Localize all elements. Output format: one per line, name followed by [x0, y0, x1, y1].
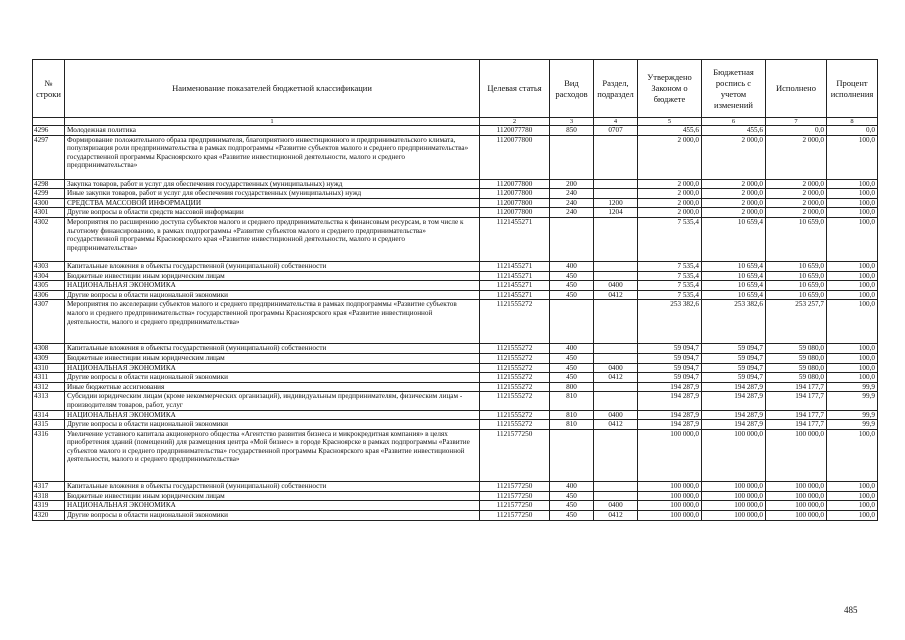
row-executed: 100 000,0	[766, 482, 827, 492]
row-name: НАЦИОНАЛЬНАЯ ЭКОНОМИКА	[65, 281, 480, 291]
row-name: Другие вопросы в области средств массовой информации	[65, 208, 480, 218]
row-article: 1120077800	[480, 135, 550, 179]
row-name: Мероприятия по акселерации субъектов малого и среднего предпринимательства в рамках подпрограммы «Развитие субъектов малого и среднего предпринимательства» государственной программы Красноярского края «Развитие инвестиционной деятельности, малого и среднего предпринимательства»	[65, 300, 480, 344]
row-expense-type: 810	[550, 420, 594, 430]
row-name: НАЦИОНАЛЬНАЯ ЭКОНОМИКА	[65, 410, 480, 420]
row-schedule: 194 287,9	[702, 410, 766, 420]
table-row	[33, 290, 878, 300]
row-section	[594, 135, 638, 179]
header-name: Наименование показателей бюджетной классификации	[65, 60, 480, 118]
table-row	[33, 482, 878, 492]
row-executed: 10 659,0	[766, 281, 827, 291]
row-expense-type: 400	[550, 344, 594, 354]
row-percent: 100,0	[827, 482, 878, 492]
table-row	[33, 392, 878, 410]
row-name: Иные закупки товаров, работ и услуг для обеспечения государственных (муниципальных) нужд	[65, 189, 480, 199]
row-number: 4303	[33, 261, 65, 271]
row-section	[594, 491, 638, 501]
row-approved: 59 094,7	[638, 344, 702, 354]
row-expense-type	[550, 300, 594, 344]
row-section	[594, 261, 638, 271]
row-executed: 10 659,0	[766, 261, 827, 271]
row-executed: 100 000,0	[766, 511, 827, 521]
table-row	[33, 198, 878, 208]
row-executed: 253 257,7	[766, 300, 827, 344]
column-number: 7	[766, 118, 827, 126]
row-schedule: 194 287,9	[702, 382, 766, 392]
row-approved: 59 094,7	[638, 353, 702, 363]
row-expense-type: 450	[550, 353, 594, 363]
row-executed: 100 000,0	[766, 491, 827, 501]
column-number: 4	[594, 118, 638, 126]
row-approved: 100 000,0	[638, 511, 702, 521]
column-number: 5	[638, 118, 702, 126]
row-article: 1121455271	[480, 290, 550, 300]
row-expense-type: 400	[550, 261, 594, 271]
row-executed: 194 177,7	[766, 392, 827, 410]
row-name: Бюджетные инвестиции иным юридическим лицам	[65, 491, 480, 501]
column-number: 1	[65, 118, 480, 126]
table-row	[33, 373, 878, 383]
row-expense-type: 400	[550, 482, 594, 492]
row-article: 1120077800	[480, 179, 550, 189]
row-expense-type	[550, 135, 594, 179]
row-name: НАЦИОНАЛЬНАЯ ЭКОНОМИКА	[65, 363, 480, 373]
row-percent: 100,0	[827, 353, 878, 363]
row-section	[594, 429, 638, 482]
row-section	[594, 271, 638, 281]
row-section: 0707	[594, 126, 638, 136]
header-schedule: Бюджетная роспись с учетом изменений	[702, 60, 766, 118]
row-percent: 100,0	[827, 373, 878, 383]
row-article: 1121555272	[480, 344, 550, 354]
row-executed: 59 080,0	[766, 344, 827, 354]
header-type: Вид расходов	[550, 60, 594, 118]
row-number: 4305	[33, 281, 65, 291]
row-number: 4297	[33, 135, 65, 179]
row-name: Иные бюджетные ассигнования	[65, 382, 480, 392]
row-name: Другие вопросы в области национальной экономики	[65, 373, 480, 383]
row-expense-type: 450	[550, 271, 594, 281]
row-expense-type: 810	[550, 392, 594, 410]
row-percent: 100,0	[827, 344, 878, 354]
column-number: 8	[827, 118, 878, 126]
row-article: 1121577250	[480, 511, 550, 521]
row-approved: 2 000,0	[638, 208, 702, 218]
row-schedule: 2 000,0	[702, 189, 766, 199]
row-article: 1121555272	[480, 392, 550, 410]
row-section: 0412	[594, 290, 638, 300]
row-section	[594, 392, 638, 410]
row-name: Другие вопросы в области национальной экономики	[65, 511, 480, 521]
column-number: 3	[550, 118, 594, 126]
row-approved: 2 000,0	[638, 189, 702, 199]
row-executed: 2 000,0	[766, 208, 827, 218]
row-article: 1121555272	[480, 300, 550, 344]
row-article: 1120077780	[480, 126, 550, 136]
row-percent: 100,0	[827, 290, 878, 300]
row-section	[594, 179, 638, 189]
row-number: 4320	[33, 511, 65, 521]
header-approved: Утверждено Законом о бюджете	[638, 60, 702, 118]
row-executed: 194 177,7	[766, 410, 827, 420]
row-executed: 194 177,7	[766, 382, 827, 392]
row-schedule: 2 000,0	[702, 179, 766, 189]
row-name: Увеличение уставного капитала акционерного общества «Агентство развития бизнеса и микрокредитная компания» в целях приобретения зданий (помещений) для размещения центра «Мой бизнес» в городе Красноярске в рамках подпрограммы «Развитие субъектов малого и среднего предпринимательства» государственной программы Красноярского края «Развитие инвестиционной деятельности, малого и среднего предпринимательства»	[65, 429, 480, 482]
row-article: 1121455271	[480, 217, 550, 261]
row-section	[594, 217, 638, 261]
row-approved: 100 000,0	[638, 429, 702, 482]
row-name: Капитальные вложения в объекты государственной (муниципальной) собственности	[65, 482, 480, 492]
header-article: Целевая статья	[480, 60, 550, 118]
row-number: 4298	[33, 179, 65, 189]
row-schedule: 2 000,0	[702, 208, 766, 218]
row-expense-type: 810	[550, 410, 594, 420]
row-expense-type	[550, 217, 594, 261]
row-article: 1121555272	[480, 353, 550, 363]
row-percent: 100,0	[827, 300, 878, 344]
row-approved: 59 094,7	[638, 373, 702, 383]
row-executed: 100 000,0	[766, 501, 827, 511]
row-expense-type: 240	[550, 189, 594, 199]
row-schedule: 100 000,0	[702, 511, 766, 521]
row-approved: 59 094,7	[638, 363, 702, 373]
row-number: 4317	[33, 482, 65, 492]
row-percent: 100,0	[827, 271, 878, 281]
row-name: Бюджетные инвестиции иным юридическим лицам	[65, 271, 480, 281]
row-percent: 99,9	[827, 392, 878, 410]
row-approved: 7 535,4	[638, 271, 702, 281]
column-number	[33, 118, 65, 126]
row-article: 1121577250	[480, 429, 550, 482]
row-article: 1121577250	[480, 501, 550, 511]
row-number: 4308	[33, 344, 65, 354]
row-number: 4318	[33, 491, 65, 501]
row-approved: 7 535,4	[638, 261, 702, 271]
row-section	[594, 482, 638, 492]
row-percent: 100,0	[827, 179, 878, 189]
row-approved: 7 535,4	[638, 290, 702, 300]
row-section: 1200	[594, 198, 638, 208]
row-section	[594, 300, 638, 344]
row-number: 4309	[33, 353, 65, 363]
row-schedule: 100 000,0	[702, 491, 766, 501]
row-expense-type: 240	[550, 208, 594, 218]
row-name: Другие вопросы в области национальной экономики	[65, 420, 480, 430]
column-number-row	[33, 118, 878, 126]
row-section: 0400	[594, 501, 638, 511]
row-schedule: 10 659,4	[702, 290, 766, 300]
row-percent: 100,0	[827, 135, 878, 179]
row-article: 1120077800	[480, 208, 550, 218]
header-row	[33, 60, 878, 118]
table-row	[33, 353, 878, 363]
row-schedule: 100 000,0	[702, 429, 766, 482]
table-row	[33, 189, 878, 199]
row-approved: 7 535,4	[638, 281, 702, 291]
row-approved: 100 000,0	[638, 501, 702, 511]
table-row	[33, 382, 878, 392]
row-schedule: 100 000,0	[702, 482, 766, 492]
row-number: 4296	[33, 126, 65, 136]
row-article: 1121455271	[480, 281, 550, 291]
table-row	[33, 179, 878, 189]
row-percent: 0,0	[827, 126, 878, 136]
row-percent: 100,0	[827, 363, 878, 373]
row-name: Субсидии юридическим лицам (кроме некоммерческих организаций), индивидуальным предпринимателям, физическим лицам - производителям товаров, работ, услуг	[65, 392, 480, 410]
row-expense-type: 850	[550, 126, 594, 136]
row-article: 1121555272	[480, 382, 550, 392]
row-executed: 59 080,0	[766, 363, 827, 373]
row-schedule: 10 659,4	[702, 261, 766, 271]
table-row	[33, 511, 878, 521]
row-number: 4300	[33, 198, 65, 208]
table-row	[33, 491, 878, 501]
row-section: 0412	[594, 373, 638, 383]
header-section: Раздел, подраздел	[594, 60, 638, 118]
row-number: 4302	[33, 217, 65, 261]
row-number: 4299	[33, 189, 65, 199]
row-percent: 100,0	[827, 491, 878, 501]
row-expense-type: 450	[550, 491, 594, 501]
row-expense-type: 450	[550, 373, 594, 383]
row-name: Мероприятия по расширению доступа субъектов малого и среднего предпринимательства к финансовым ресурсам, в том числе к льготному финансированию, в рамках подпрограммы «Развитие субъектов малого и среднего предпринимательства» государственной программы Красноярского края «Развитие инвестиционной деятельности, малого и среднего предпринимательства»	[65, 217, 480, 261]
table-row	[33, 410, 878, 420]
row-expense-type: 450	[550, 501, 594, 511]
row-approved: 2 000,0	[638, 179, 702, 189]
row-expense-type: 200	[550, 179, 594, 189]
row-schedule: 253 382,6	[702, 300, 766, 344]
row-number: 4311	[33, 373, 65, 383]
row-number: 4314	[33, 410, 65, 420]
row-article: 1121455271	[480, 271, 550, 281]
table-row	[33, 271, 878, 281]
row-percent: 100,0	[827, 189, 878, 199]
row-section: 1204	[594, 208, 638, 218]
row-number: 4301	[33, 208, 65, 218]
row-approved: 194 287,9	[638, 382, 702, 392]
row-section	[594, 344, 638, 354]
row-percent: 99,9	[827, 410, 878, 420]
table-row	[33, 420, 878, 430]
row-name: Молодежная политика	[65, 126, 480, 136]
row-executed: 2 000,0	[766, 179, 827, 189]
row-number: 4313	[33, 392, 65, 410]
row-number: 4312	[33, 382, 65, 392]
row-schedule: 59 094,7	[702, 373, 766, 383]
row-percent: 100,0	[827, 198, 878, 208]
row-expense-type: 450	[550, 363, 594, 373]
row-executed: 2 000,0	[766, 135, 827, 179]
header-num: № строки	[33, 60, 65, 118]
row-approved: 2 000,0	[638, 198, 702, 208]
row-name: Бюджетные инвестиции иным юридическим лицам	[65, 353, 480, 363]
row-expense-type	[550, 429, 594, 482]
row-expense-type: 240	[550, 198, 594, 208]
row-article: 1120077800	[480, 198, 550, 208]
table-row	[33, 429, 878, 482]
row-percent: 100,0	[827, 511, 878, 521]
row-section: 0412	[594, 420, 638, 430]
row-executed: 2 000,0	[766, 189, 827, 199]
header-percent: Процент исполнения	[827, 60, 878, 118]
table-row	[33, 208, 878, 218]
table-row	[33, 344, 878, 354]
row-section: 0412	[594, 511, 638, 521]
column-number: 2	[480, 118, 550, 126]
row-name: Формирование положительного образа предпринимателя, благоприятного инвестиционного и предпринимательского климата, популяризация роли предпринимательства в рамках подпрограммы «Развитие субъектов малого и среднего предпринимательства» государственной программы Красноярского края «Развитие инвестиционной деятельности, малого и среднего предпринимательства»	[65, 135, 480, 179]
row-executed: 0,0	[766, 126, 827, 136]
row-schedule: 2 000,0	[702, 135, 766, 179]
row-percent: 100,0	[827, 217, 878, 261]
row-percent: 99,9	[827, 382, 878, 392]
row-number: 4316	[33, 429, 65, 482]
row-article: 1120077800	[480, 189, 550, 199]
row-percent: 100,0	[827, 429, 878, 482]
row-number: 4306	[33, 290, 65, 300]
row-approved: 7 535,4	[638, 217, 702, 261]
row-section	[594, 353, 638, 363]
table-row	[33, 300, 878, 344]
row-schedule: 100 000,0	[702, 501, 766, 511]
row-schedule: 59 094,7	[702, 353, 766, 363]
page-number: 485	[844, 605, 858, 615]
row-expense-type: 800	[550, 382, 594, 392]
row-percent: 100,0	[827, 208, 878, 218]
row-section: 0400	[594, 410, 638, 420]
row-percent: 100,0	[827, 261, 878, 271]
row-expense-type: 450	[550, 281, 594, 291]
row-schedule: 194 287,9	[702, 392, 766, 410]
row-approved: 100 000,0	[638, 482, 702, 492]
table-row	[33, 501, 878, 511]
row-schedule: 10 659,4	[702, 271, 766, 281]
row-number: 4307	[33, 300, 65, 344]
table-row	[33, 281, 878, 291]
row-schedule: 59 094,7	[702, 363, 766, 373]
row-name: Капитальные вложения в объекты государственной (муниципальной) собственности	[65, 261, 480, 271]
header-executed: Исполнено	[766, 60, 827, 118]
row-approved: 253 382,6	[638, 300, 702, 344]
row-expense-type: 450	[550, 290, 594, 300]
row-approved: 194 287,9	[638, 392, 702, 410]
row-expense-type: 450	[550, 511, 594, 521]
row-name: Другие вопросы в области национальной экономики	[65, 290, 480, 300]
row-section: 0400	[594, 363, 638, 373]
row-section	[594, 382, 638, 392]
row-schedule: 10 659,4	[702, 217, 766, 261]
row-name: Капитальные вложения в объекты государственной (муниципальной) собственности	[65, 344, 480, 354]
row-number: 4319	[33, 501, 65, 511]
table-row	[33, 363, 878, 373]
row-executed: 100 000,0	[766, 429, 827, 482]
row-article: 1121577250	[480, 482, 550, 492]
row-number: 4315	[33, 420, 65, 430]
row-approved: 194 287,9	[638, 410, 702, 420]
row-article: 1121555272	[480, 373, 550, 383]
row-name: НАЦИОНАЛЬНАЯ ЭКОНОМИКА	[65, 501, 480, 511]
row-schedule: 2 000,0	[702, 198, 766, 208]
row-schedule: 455,6	[702, 126, 766, 136]
row-number: 4304	[33, 271, 65, 281]
row-executed: 59 080,0	[766, 373, 827, 383]
row-article: 1121555272	[480, 363, 550, 373]
row-article: 1121455271	[480, 261, 550, 271]
table-row	[33, 261, 878, 271]
row-approved: 100 000,0	[638, 491, 702, 501]
row-schedule: 10 659,4	[702, 281, 766, 291]
row-name: СРЕДСТВА МАССОВОЙ ИНФОРМАЦИИ	[65, 198, 480, 208]
table-row	[33, 126, 878, 136]
table-row	[33, 135, 878, 179]
row-executed: 10 659,0	[766, 290, 827, 300]
row-name: Закупка товаров, работ и услуг для обеспечения государственных (муниципальных) нужд	[65, 179, 480, 189]
table-body	[33, 126, 878, 521]
row-percent: 100,0	[827, 501, 878, 511]
row-executed: 59 080,0	[766, 353, 827, 363]
row-approved: 2 000,0	[638, 135, 702, 179]
row-approved: 194 287,9	[638, 420, 702, 430]
budget-table	[32, 59, 878, 521]
row-executed: 10 659,0	[766, 217, 827, 261]
row-section	[594, 189, 638, 199]
row-article: 1121555272	[480, 420, 550, 430]
row-percent: 99,9	[827, 420, 878, 430]
row-schedule: 59 094,7	[702, 344, 766, 354]
row-executed: 10 659,0	[766, 271, 827, 281]
row-approved: 455,6	[638, 126, 702, 136]
column-number: 6	[702, 118, 766, 126]
row-executed: 194 177,7	[766, 420, 827, 430]
row-number: 4310	[33, 363, 65, 373]
row-percent: 100,0	[827, 281, 878, 291]
row-section: 0400	[594, 281, 638, 291]
row-schedule: 194 287,9	[702, 420, 766, 430]
table-row	[33, 217, 878, 261]
row-executed: 2 000,0	[766, 198, 827, 208]
row-article: 1121577250	[480, 491, 550, 501]
row-article: 1121555272	[480, 410, 550, 420]
